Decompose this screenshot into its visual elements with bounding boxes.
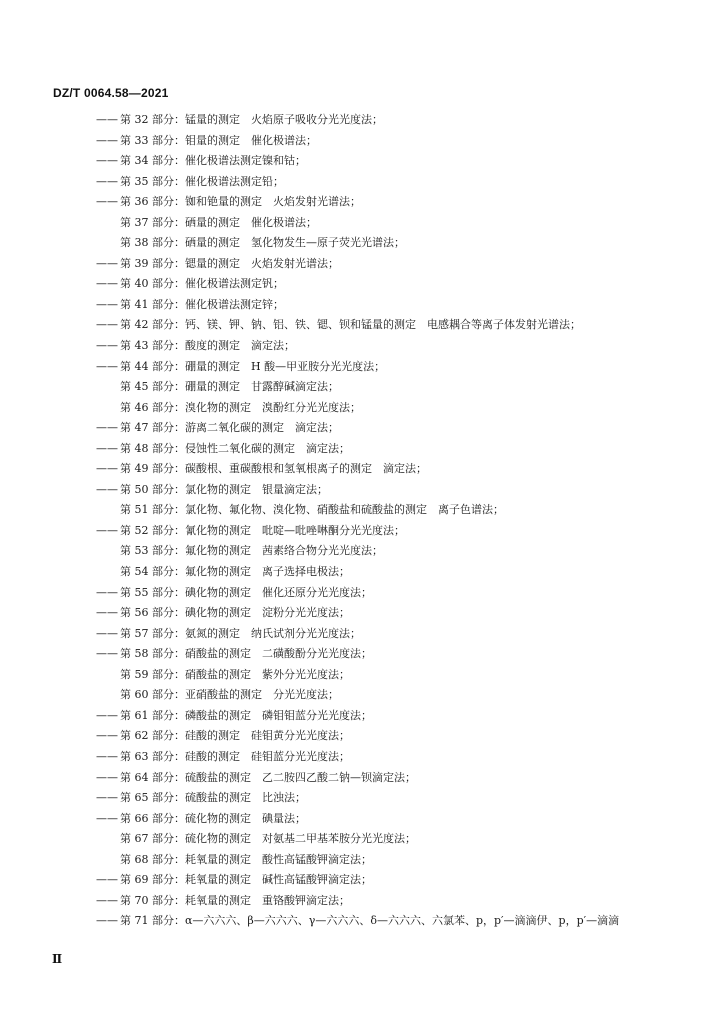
list-item-text: 第 69 部分：耗氧量的测定 碱性高锰酸钾滴定法； [120,873,372,887]
list-item-text: 第 34 部分：催化极谱法测定镍和钴； [120,154,306,168]
list-item [96,295,656,316]
list-item-text: 第 53 部分：氟化物的测定 茜素络合物分光光度法； [120,544,383,558]
list-item-dash: —— [96,133,118,147]
list-item-dash: —— [96,729,118,743]
list-item [96,213,656,234]
list-item-text: 第 58 部分：硝酸盐的测定 二磺酸酚分光光度法； [120,647,372,661]
list-item [96,233,656,254]
list-item-text: 第 46 部分：溴化物的测定 溴酚红分光光度法； [120,400,361,414]
list-item-text: 第 33 部分：钼量的测定 催化极谱法； [120,133,317,147]
list-item-text: 第 43 部分：酸度的测定 滴定法； [120,339,295,353]
list-item-text: 第 57 部分：氨氮的测定 纳氏试剂分光光度法； [120,626,361,640]
list-item-text: 第 64 部分：硫酸盐的测定 乙二胺四乙酸二钠—钡滴定法； [120,770,416,784]
list-item-text: 第 44 部分：硼量的测定 H 酸—甲亚胺分光光度法； [120,359,386,373]
list-item-text: 第 71 部分：α—六六六、β—六六六、γ—六六六、δ—六六六、六氯苯、p，p′—滴滴伊、p，p′—滴滴 [120,914,620,928]
standard-code: DZ/T 0064.58—2021 [53,86,169,100]
list-item-dash: —— [96,606,118,620]
list-item-text: 第 35 部分：催化极谱法测定铅； [120,174,284,188]
list-item [96,110,656,131]
list-item-dash: —— [96,277,118,291]
list-item [96,192,656,213]
list-item-text: 第 45 部分：硼量的测定 甘露醇碱滴定法； [120,380,339,394]
list-item-dash: —— [96,195,118,209]
list-item-text: 第 38 部分：硒量的测定 氢化物发生—原子荧光光谱法； [120,236,405,250]
list-item-text: 第 42 部分：钙、镁、钾、钠、铝、铁、锶、钡和锰量的测定 电感耦合等离子体发射光谱法； [120,318,581,332]
list-item-text: 第 39 部分：锶量的测定 火焰发射光谱法； [120,256,339,270]
list-item [96,665,656,686]
list-item [96,726,656,747]
list-item-text: 第 65 部分：硫酸盐的测定 比浊法； [120,791,306,805]
list-item-dash: —— [96,154,118,168]
list-item [96,521,656,542]
list-item-dash: —— [96,708,118,722]
list-item [96,315,656,336]
list-item [96,809,656,830]
list-item [96,439,656,460]
list-item-dash: —— [96,749,118,763]
list-item [96,377,656,398]
list-item [96,398,656,419]
list-item [96,541,656,562]
list-item-dash: —— [96,256,118,270]
list-item [96,500,656,521]
list-item-dash: —— [96,791,118,805]
list-item [96,583,656,604]
list-item-text: 第 36 部分：铷和铯量的测定 火焰发射光谱法； [120,195,361,209]
list-item-text: 第 70 部分：耗氧量的测定 重铬酸钾滴定法； [120,893,350,907]
list-item [96,131,656,152]
list-item-dash: —— [96,811,118,825]
list-item-text: 第 60 部分：亚硝酸盐的测定 分光光度法； [120,688,339,702]
list-item [96,891,656,912]
list-item-text: 第 63 部分：硅酸的测定 硅钼蓝分光光度法； [120,749,350,763]
list-item-text: 第 61 部分：磷酸盐的测定 磷钼钼蓝分光光度法； [120,708,372,722]
list-item [96,850,656,871]
list-item [96,768,656,789]
list-item-dash: —— [96,893,118,907]
list-item-text: 第 59 部分：硝酸盐的测定 紫外分光光度法； [120,667,350,681]
list-item-text: 第 48 部分：侵蚀性二氧化碳的测定 滴定法； [120,441,350,455]
list-item [96,747,656,768]
list-item [96,706,656,727]
list-item-dash: —— [96,297,118,311]
list-item-dash: —— [96,770,118,784]
list-item-text: 第 56 部分：碘化物的测定 淀粉分光光度法； [120,606,350,620]
list-item-text: 第 68 部分：耗氧量的测定 酸性高锰酸钾滴定法； [120,852,372,866]
list-item [96,644,656,665]
list-item-dash: —— [96,441,118,455]
list-item-text: 第 67 部分：硫化物的测定 对氨基二甲基苯胺分光光度法； [120,832,416,846]
list-item-text: 第 66 部分：硫化物的测定 碘量法； [120,811,306,825]
list-item [96,603,656,624]
list-item-text: 第 47 部分：游离二氧化碳的测定 滴定法； [120,421,339,435]
list-item [96,911,656,932]
list-item-dash: —— [96,482,118,496]
list-item [96,336,656,357]
list-item-dash: —— [96,873,118,887]
list-item [96,788,656,809]
list-item-text: 第 37 部分：硒量的测定 催化极谱法； [120,215,317,229]
list-item-dash: —— [96,359,118,373]
list-item-dash: —— [96,585,118,599]
list-item-text: 第 50 部分：氯化物的测定 银量滴定法； [120,482,328,496]
list-item-dash: —— [96,914,118,928]
list-item-text: 第 41 部分：催化极谱法测定锌； [120,297,284,311]
list-item-dash: —— [96,647,118,661]
list-item [96,254,656,275]
list-item-dash: —— [96,174,118,188]
list-item-dash: —— [96,113,118,126]
list-item [96,172,656,193]
list-item [96,459,656,480]
list-item [96,480,656,501]
list-item [96,418,656,439]
list-item [96,562,656,583]
list-item-text: 第 62 部分：硅酸的测定 硅钼黄分光光度法； [120,729,350,743]
page-number: Ⅱ [52,952,63,966]
list-item [96,357,656,378]
list-item-text: 第 52 部分：氰化物的测定 吡啶—吡唑啉酮分光光度法； [120,523,405,537]
list-item-dash: —— [96,318,118,332]
list-item-text: 第 32 部分：锰量的测定 火焰原子吸收分光光度法； [120,113,383,126]
list-item-dash: —— [96,523,118,537]
list-item [96,274,656,295]
list-item-dash: —— [96,626,118,640]
list-item-dash: —— [96,421,118,435]
list-item [96,685,656,706]
list-item-dash: —— [96,339,118,353]
list-item-text: 第 55 部分：碘化物的测定 催化还原分光光度法； [120,585,372,599]
list-item [96,151,656,172]
standard-parts-list [96,110,656,932]
list-item-text: 第 51 部分：氯化物、氟化物、溴化物、硝酸盐和硫酸盐的测定 离子色谱法； [120,503,504,517]
list-item [96,870,656,891]
list-item-text: 第 49 部分：碳酸根、重碳酸根和氢氧根离子的测定 滴定法； [120,462,427,476]
list-item-dash: —— [96,462,118,476]
list-item [96,829,656,850]
list-item [96,624,656,645]
list-item-text: 第 40 部分：催化极谱法测定钒； [120,277,284,291]
list-item-text: 第 54 部分：氟化物的测定 离子选择电极法； [120,565,350,579]
